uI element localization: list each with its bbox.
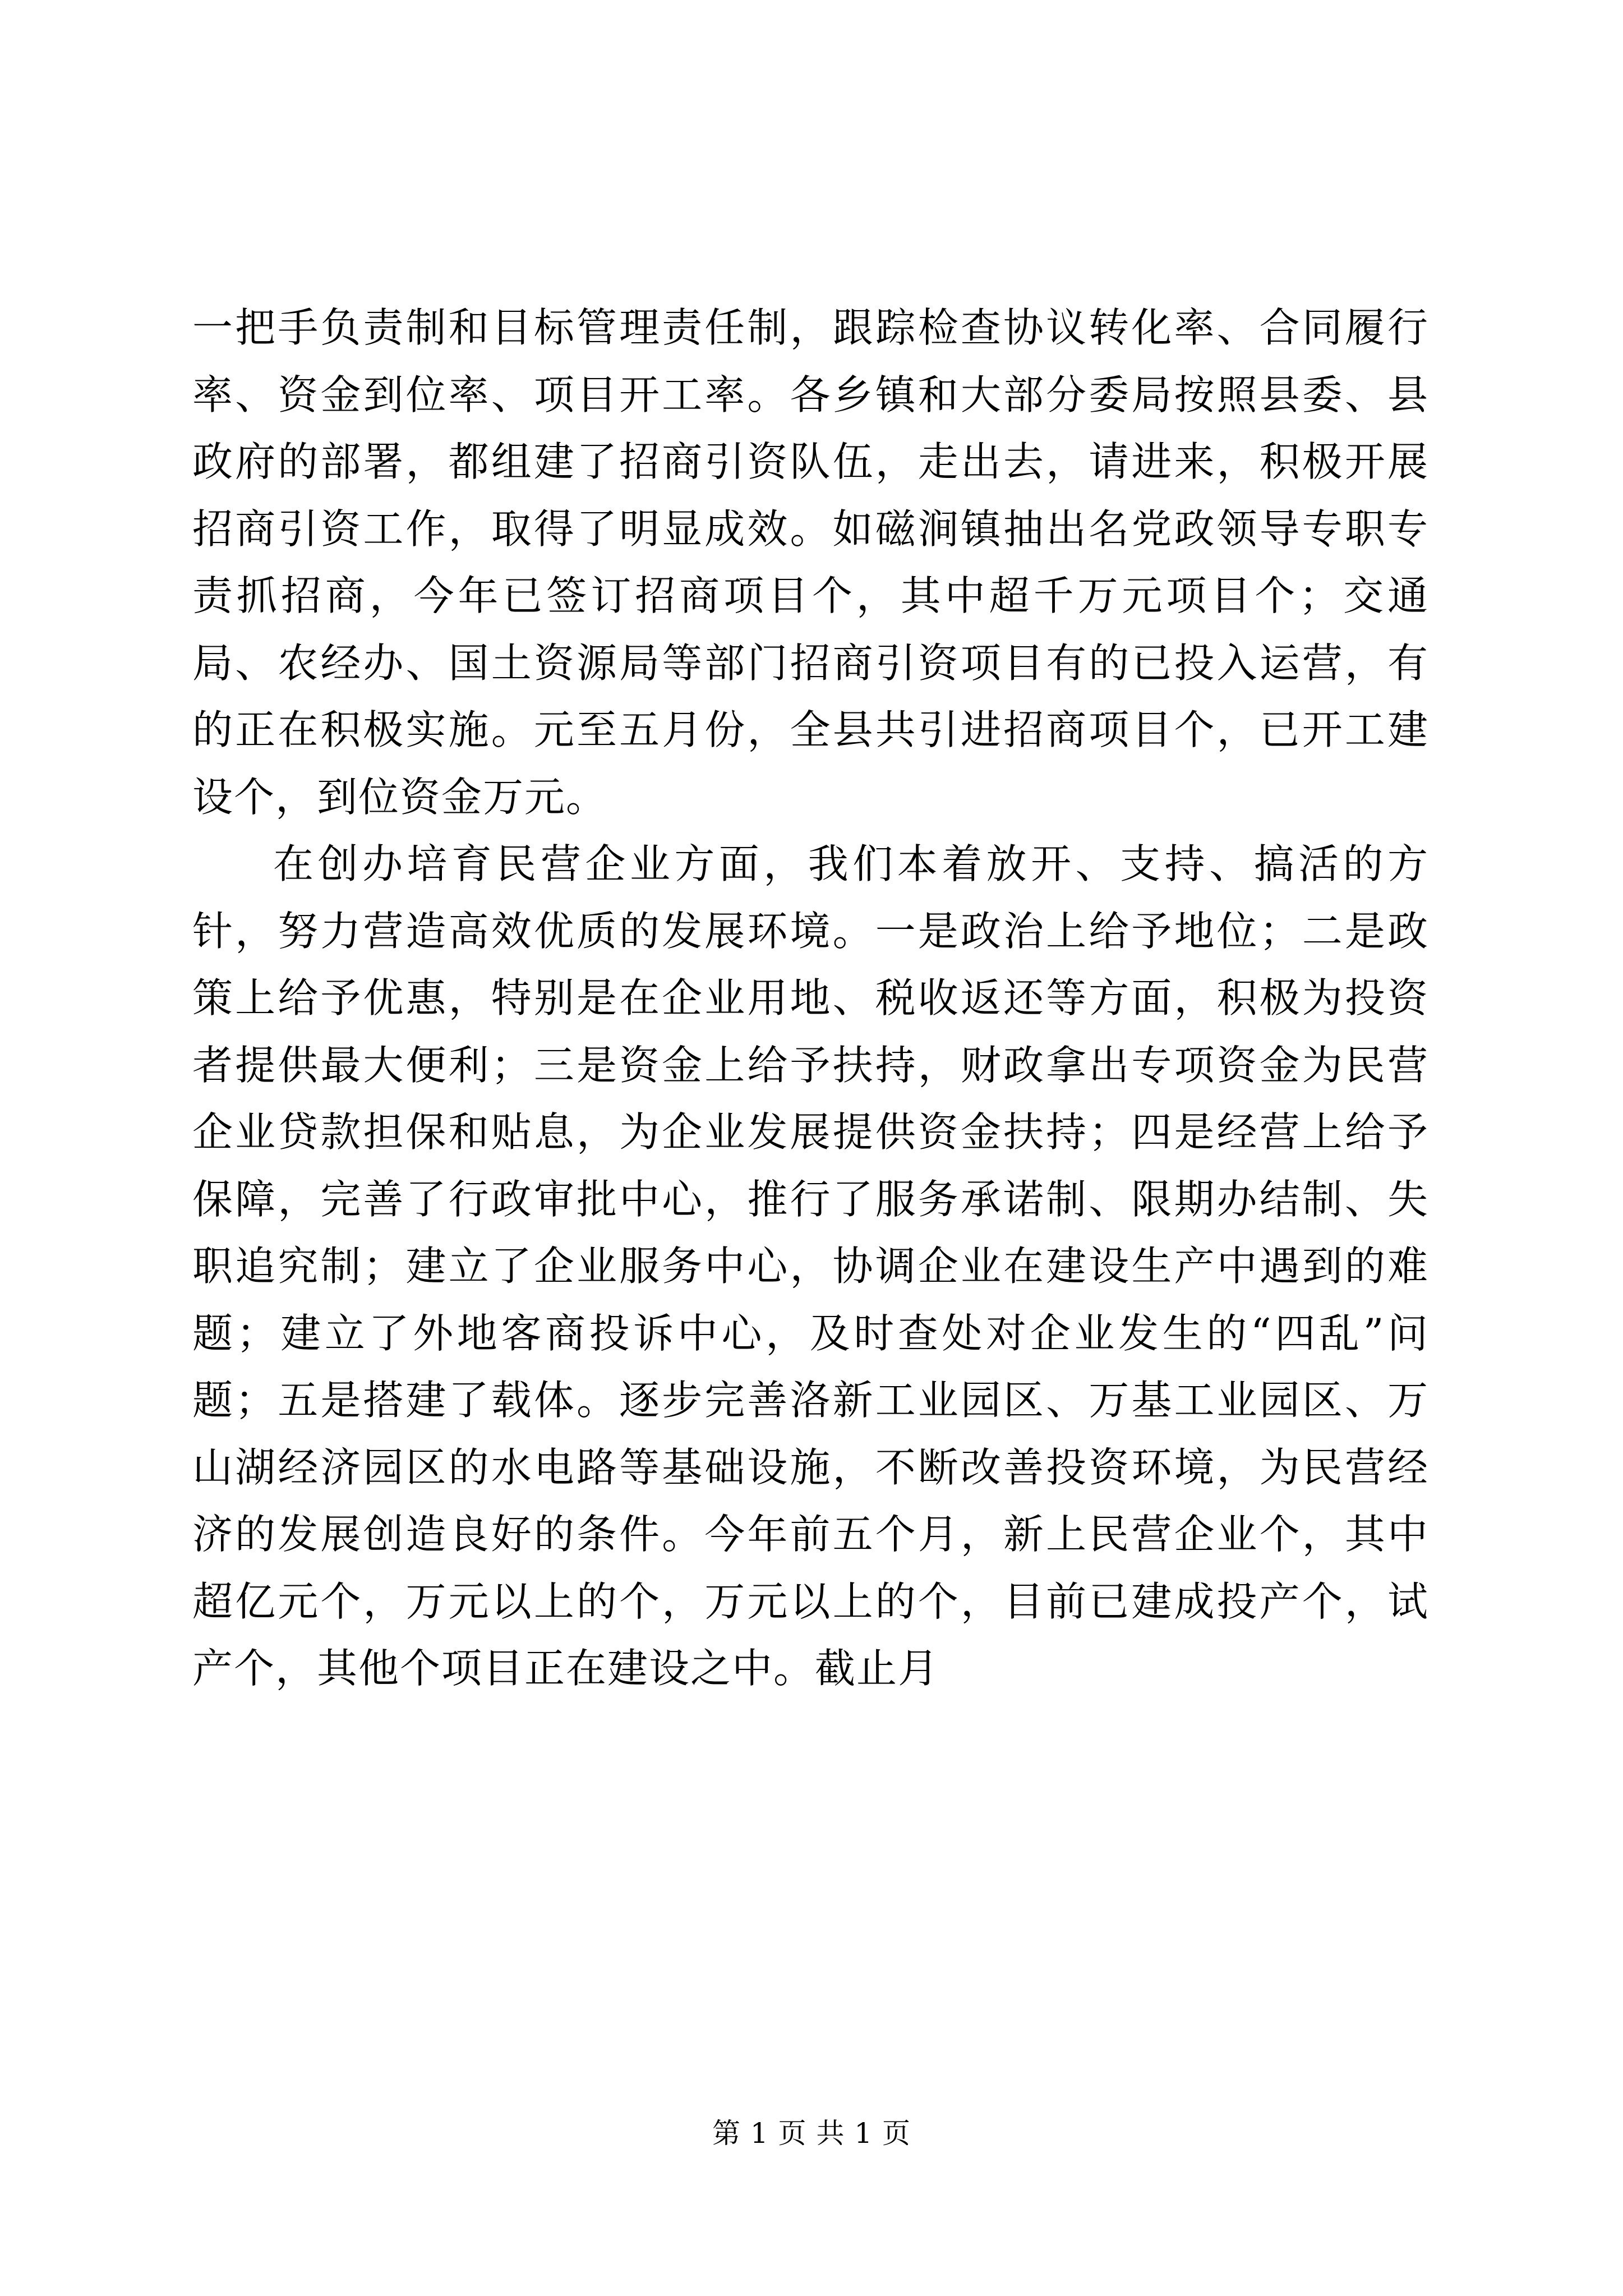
document-body (192, 295, 1429, 1703)
page-footer: 第 1 页 共 1 页 (712, 2117, 911, 2150)
paragraph-1: 一把手负责制和目标管理责任制，跟踪检查协议转化率、合同履行率、资金到位率、项目开工率。各乡镇和大部分委局按照县委、县政府的部署，都组建了招商引资队伍，走出去，请进来，积极开展招商引资工作，取得了明显成效。如磁涧镇抽出名党政领导专职专责抓招商，今年已签订招商项目个，其中超千万元项目个；交通局、农经办、国土资源局等部门招商引资项目有的已投入运营，有的正在积极实施。元至五月份，全县共引进招商项目个，已开工建设个，到位资金万元。 (192, 304, 1429, 821)
paragraph-2: 在创办培育民营企业方面，我们本着放开、支持、搞活的方针，努力营造高效优质的发展环境。一是政治上给予地位；二是政策上给予优惠，特别是在企业用地、税收返还等方面，积极为投资者提供最大便利；三是资金上给予扶持，财政拿出专项资金为民营企业贷款担保和贴息，为企业发展提供资金扶持；四是经营上给予保障，完善了行政审批中心，推行了服务承诺制、限期办结制、失职追究制；建立了企业服务中心，协调企业在建设生产中遇到的难题；建立了外地客商投诉中心，及时查处对企业发生的“四乱”问题；五是搭建了载体。逐步完善洛新工业园区、万基工业园区、万山湖经济园区的水电路等基础设施，不断改善投资环境，为民营经济的发展创造良好的条件。今年前五个月，新上民营企业个，其中超亿元个，万元以上的个，万元以上的个，目前已建成投产个，试产个，其他个项目正在建设之中。截止月 (192, 840, 1429, 1692)
